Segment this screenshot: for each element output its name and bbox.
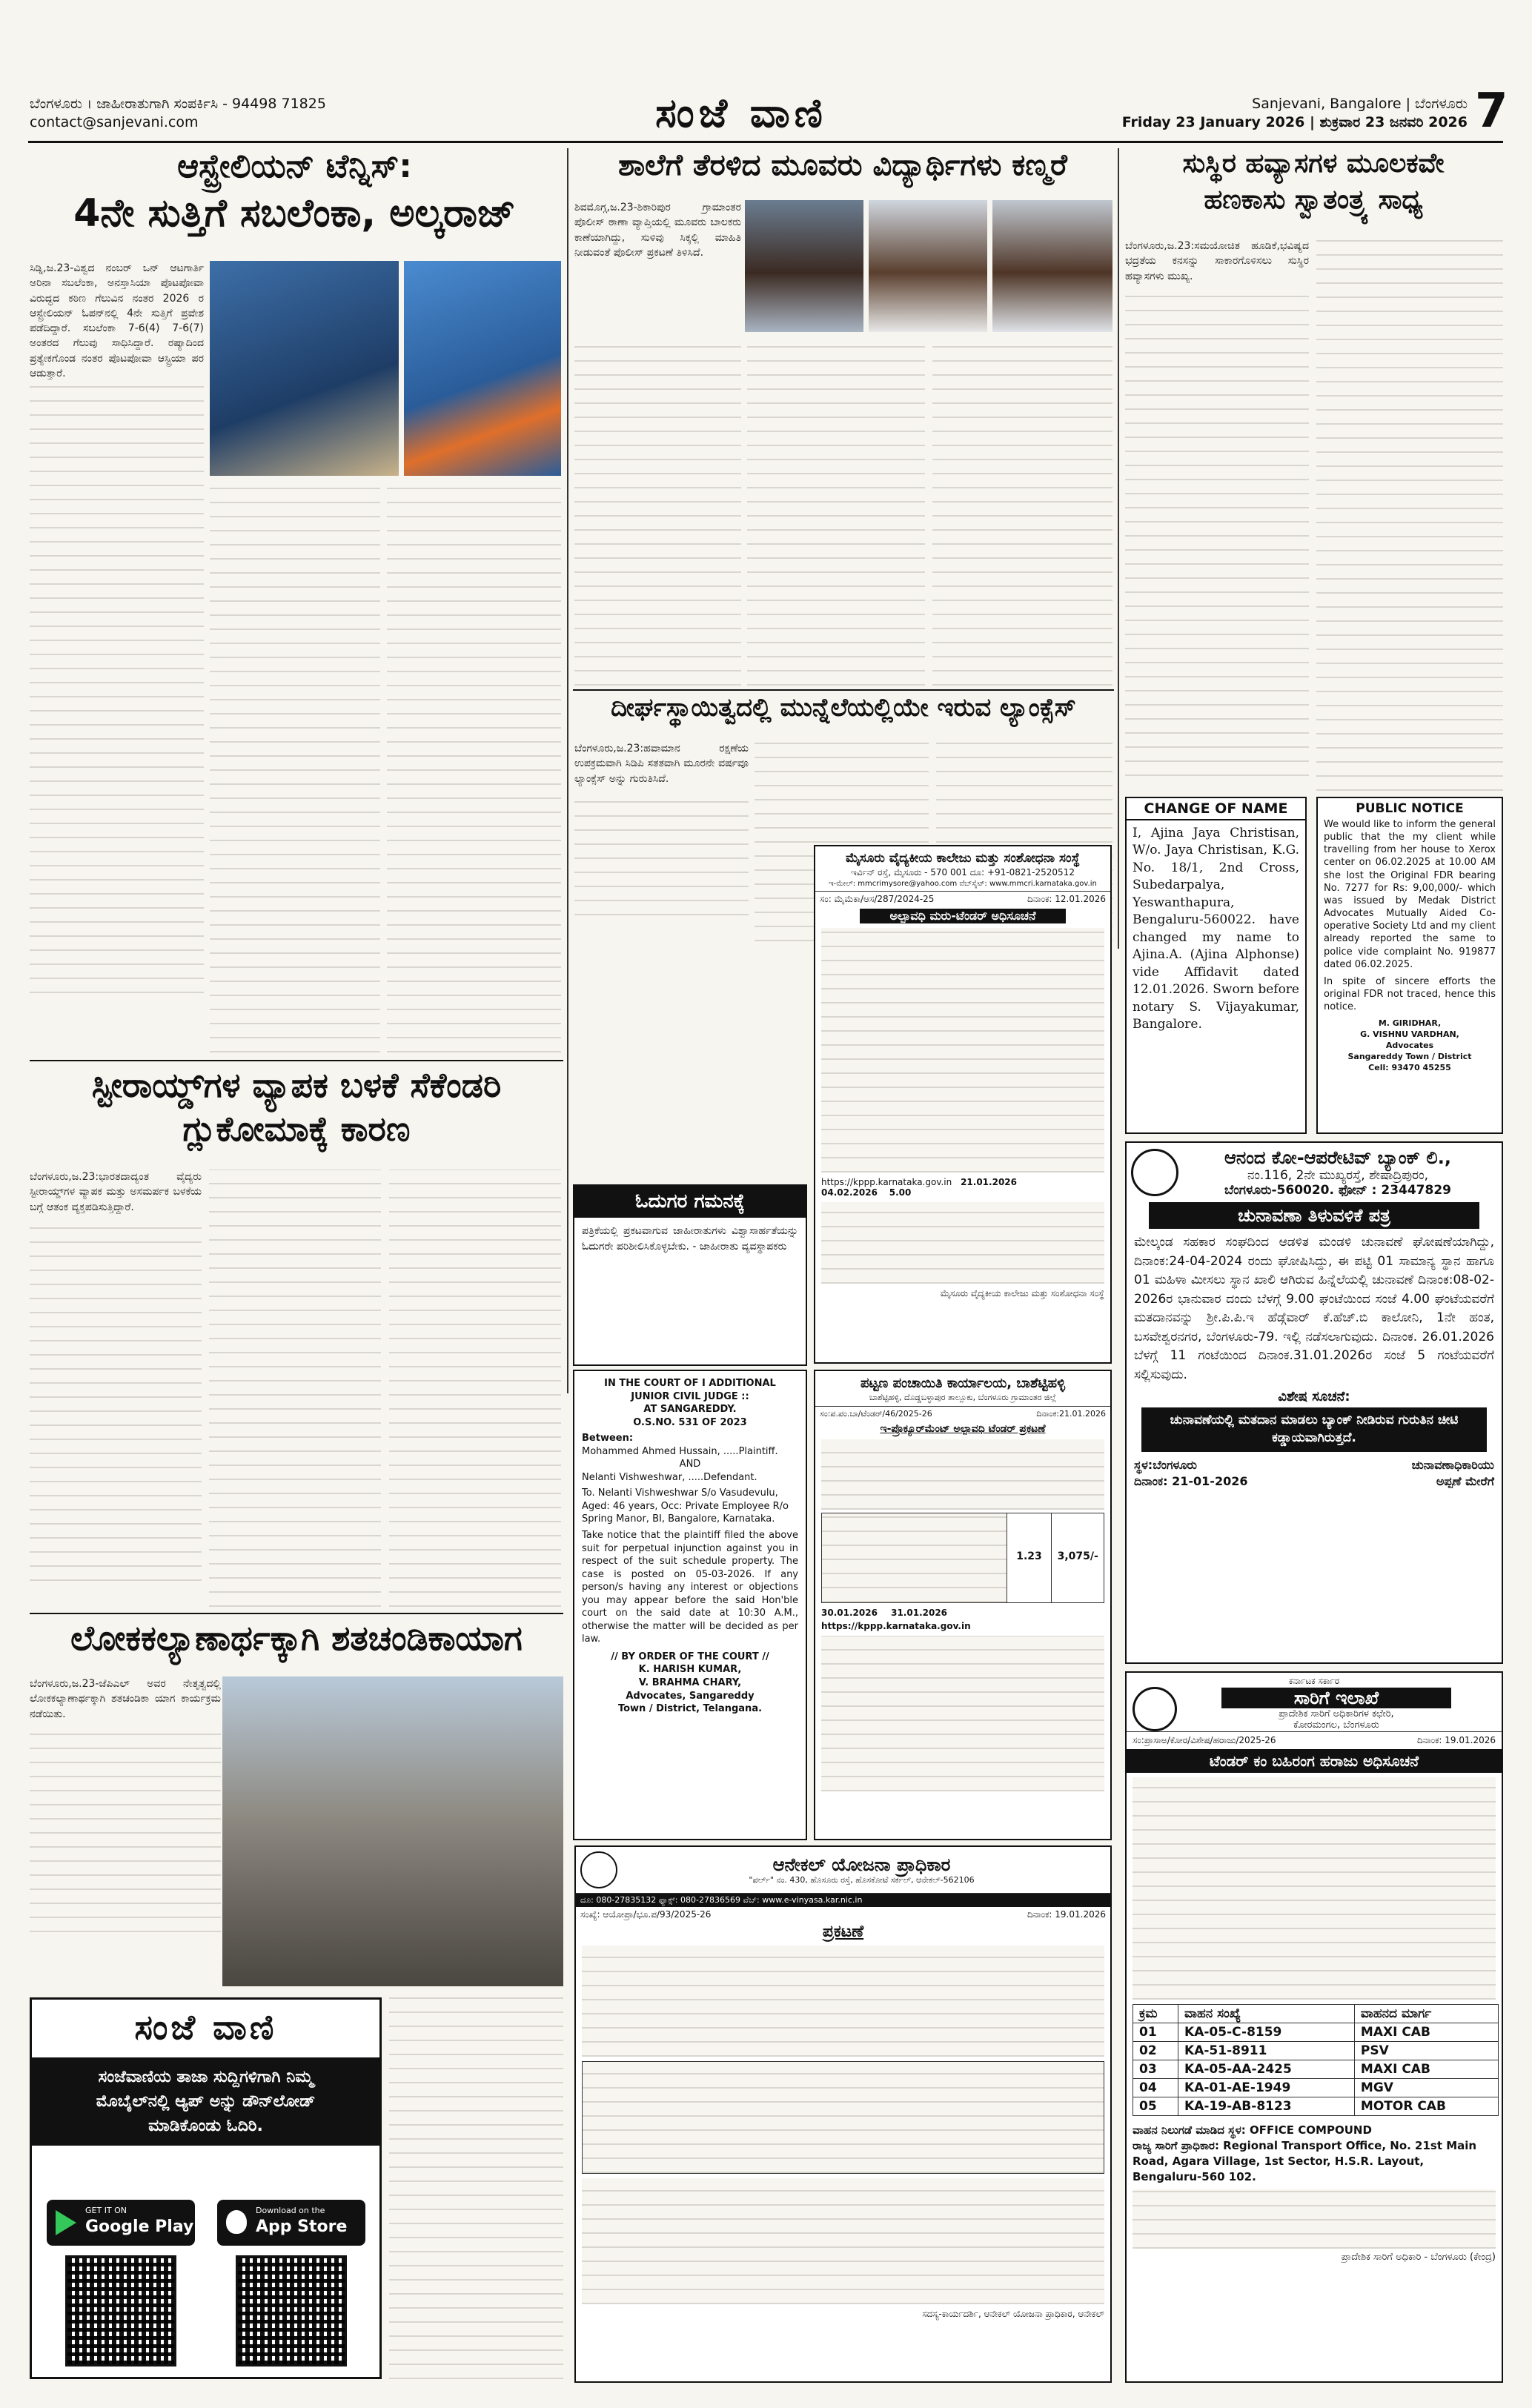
finance-body-col2 [1316, 239, 1503, 791]
vehicle-type: MAXI CAB [1354, 2023, 1498, 2042]
google-play-icon [56, 2210, 76, 2235]
pn-body-2: In spite of sincere efforts the original FDR not traced, hence this notice. [1324, 975, 1496, 1013]
anekal-ref-row [576, 1907, 1110, 1923]
glaucoma-lead: ಬೆಂಗಳೂರು,ಜ.23:ಭಾರತದಾದ್ಯಂತ ವೈದ್ಯರು ಸ್ಟೀರಾಯ್ಡ್‌ಗಳ ವ್ಯಾಪಕ ಮತ್ತು ಅಸಮರ್ಪಕ ಬಳಕೆಯ ಬಗ್ಗೆ ಆತಂಕ ವ್ಯಕ್ತಪಡಿಸುತ್ತಿದ್ದಾರೆ. [30, 1171, 202, 1213]
finance-body-col1 [1125, 239, 1309, 791]
masthead-email[interactable]: contact@sanjevani.com [30, 114, 199, 130]
tennis-article-body [30, 261, 204, 1054]
google-play-small: GET IT ON [85, 2206, 127, 2215]
court-body: Take notice that the plaintiff filed the above suit for perpetual injunction against you in respect of the suit schedule property. The case is posted on 05-03-2026. If any person/s having any interest or objections you may appear before the said Hon'ble court on the said date at 10:30 A.M., otherwise the matter will be decided as per law. [582, 1530, 798, 1645]
pn-sign-3: Advocates [1385, 1041, 1434, 1051]
bank-heading: ಚುನಾವಣಾ ತಿಳುವಳಿಕೆ ಪತ್ರ [1149, 1202, 1479, 1229]
bank-title: ಆನಂದ ಕೋ-ಆಪರೇಟಿವ್ ಬ್ಯಾಂಕ್ ಲಿ., [1224, 1147, 1451, 1168]
glaucoma-body-col3 [389, 1170, 561, 1607]
tp-date-1: 30.01.2026 [821, 1608, 878, 1618]
vehicle-reg: KA-19-AB-8123 [1178, 2097, 1355, 2116]
karnataka-seal-icon [1133, 1687, 1177, 1731]
tp-subtitle: ಬಾಶೆಟ್ಟಿಹಳ್ಳಿ, ದೊಡ್ಡಬಳ್ಳಾಪುರ ತಾಲ್ಲೂಕು, ಬೆಂಗಳೂರು ಗ್ರಾಮಾಂತರ ಜಿಲ್ಲೆ [815, 1391, 1110, 1407]
tp-body-text [821, 1439, 1104, 1510]
vehicle-header-type: ವಾಹನದ ಮಾರ್ಗ [1354, 2005, 1498, 2023]
pn-sign-4: Sangareddy Town / District [1347, 1051, 1472, 1061]
anekal-body-text-2 [582, 2178, 1104, 2304]
anekal-land-table [582, 2061, 1104, 2174]
app-store-qr-code [236, 2255, 347, 2366]
table-row [1133, 2079, 1499, 2097]
vehicle-no: 01 [1133, 2023, 1178, 2042]
tennis-body-col3 [387, 482, 561, 1052]
transport-body-text-2 [1133, 2189, 1496, 2249]
finance-lead: ಬೆಂಗಳೂರು,ಜ.23:ಸಮಯೋಚಿತ ಹೂಡಿಕೆ,ಭವಿಷ್ಯದ ಭದ್ರತೆಯ ಕನಸನ್ನು ಸಾಕಾರಗೊಳಿಸಲು ಸುಸ್ಥಿರ ಹವ್ಯಾಸಗಳು ಮುಖ್ಯ. [1125, 240, 1309, 282]
mmc-title: ಮೈಸೂರು ವೈದ್ಯಕೀಯ ಕಾಲೇಜು ಮತ್ತು ಸಂಶೋಧನಾ ಸಂಸ್ಥೆ [845, 851, 1081, 866]
student-photo-2 [869, 200, 987, 332]
app-ad-line-1: ಸಂಜೆವಾಣಿಯ ತಾಜಾ ಸುದ್ದಿಗಳಿಗಾಗಿ ನಿಮ್ಮ [98, 2068, 314, 2086]
glaucoma-body-text [30, 1218, 202, 1581]
table-row [1133, 2023, 1499, 2042]
tp-ref-row [815, 1407, 1110, 1422]
tp-work-desc [822, 1513, 1007, 1602]
masthead-publication: Sanjevani, Bangalore | ಬೆಂಗಳೂರು [1252, 96, 1468, 112]
pn-body: We would like to inform the general public that the my client while travelling from her house to Xerox center on 06.02.2025 at 10.00 AM she lost the Original FDR bearing No. 7277 for Rs: 9,00,000/- which was issued by Medak District Advocates Mutually Aided Co-operative Society Ltd and my client already reported the same to police vide complaint No. 919877 dated 06.02.2025. [1324, 819, 1496, 970]
tennis-lead: ಸಿಡ್ನಿ,ಜ.23-ವಿಶ್ವದ ನಂಬರ್ ಒನ್ ಆಟಗಾರ್ತಿ ಅರಿನಾ ಸಬಲೆಂಕಾ, ಅನಸ್ತಾಸಿಯಾ ಪೊಟಪೋವಾ ವಿರುದ್ಧದ ಕಠಿಣ ಗೆಲುವಿನ ನಂತರ 2026 ರ ಆಸ್ಟ್ರೇಲಿಯನ್ ಓಪನ್‌ನಲ್ಲಿ 4ನೇ ಸುತ್ತಿಗೆ ಪ್ರವೇಶ ಪಡೆದಿದ್ದಾರೆ. ಸಬಲೆಂಕಾ 7-6(4) 7-6(7) ಅಂತರದ ಗೆಲುವು ಸಾಧಿಸಿದ್ದಾರೆ. ರಷ್ಯಾದಿಂದ ಪ್ರತ್ಯೇಕಗೊಂಡ ನಂತರ ಪೊಟಪೋವಾ ಆಸ್ಟ್ರಿಯಾ ಪರ ಆಡುತ್ತಾರೆ. [30, 262, 204, 380]
app-store-label: App Store [256, 2218, 348, 2236]
google-play-qr-code [65, 2255, 176, 2366]
court-case-no: O.S.NO. 531 OF 2023 [633, 1416, 747, 1428]
vehicle-table-header [1133, 2005, 1499, 2023]
rule [573, 689, 1114, 691]
bank-sign-1: ಚುನಾವಣಾಧಿಕಾರಿಯು [1411, 1457, 1494, 1472]
vehicle-no: 04 [1133, 2079, 1178, 2097]
court-sign-2: V. BRAHMA CHARY, [638, 1677, 742, 1689]
court-sign-4: Town / District, Telangana. [617, 1703, 763, 1715]
bank-special-title: ವಿಶೇಷ ಸೂಚನೆ: [1278, 1389, 1350, 1404]
pn-sign-1: M. GIRIDHAR, [1378, 1018, 1442, 1029]
lanxess-headline: ದೀರ್ಘಸ್ಥಾಯಿತ್ವದಲ್ಲಿ ಮುನ್ನೆಲೆಯಲ್ಲಿಯೇ ಇರುವ ಲ್ಯಾಂಕ್ಸೆಸ್ [611, 694, 1076, 723]
column-divider [1118, 148, 1119, 949]
students-lead-block [574, 200, 741, 334]
masthead-logo [534, 87, 949, 139]
transport-gov: ಕರ್ನಾಟಕ ಸರ್ಕಾರ [1288, 1676, 1340, 1686]
transport-heading: ಟೆಂಡರ್ ಕಂ ಬಹಿರಂಗ ಹರಾಜು ಅಧಿಸೂಚನೆ [1127, 1749, 1502, 1773]
vehicle-type: MAXI CAB [1354, 2060, 1498, 2079]
mmc-amount: 5.00 [889, 1187, 912, 1198]
tp-amount: 1.23 [1007, 1513, 1052, 1602]
glaucoma-article-header [30, 1066, 563, 1164]
masthead-rule [28, 141, 1503, 143]
vehicle-reg: KA-51-8911 [1178, 2042, 1355, 2060]
town-panchayat-tender-ad [814, 1370, 1112, 1840]
bank-place: ಸ್ಥಳ:ಬೆಂಗಳೂರು [1134, 1457, 1197, 1472]
tennis-body-col2 [210, 482, 380, 1052]
bank-special-note: ಚುನಾವಣೆಯಲ್ಲಿ ಮತದಾನ ಮಾಡಲು ಬ್ಯಾಂಕ್ ನೀಡಿರುವ ಗುರುತಿನ ಚೀಟಿ ಕಡ್ಡಾಯವಾಗಿರುತ್ತದೆ. [1141, 1407, 1487, 1452]
app-store-small: Download on the [256, 2206, 325, 2215]
tennis-headline-1: ಆಸ್ಟ್ರೇಲಿಯನ್ ಟೆನ್ನಿಸ್: [177, 148, 412, 185]
app-ad-line-2: ಮೊಬೈಲ್‌ನಲ್ಲಿ ಆ್ಯಪ್ ಅನ್ನು ಡೌನ್‌ಲೋಡ್ [96, 2092, 316, 2111]
vehicle-type: MOTOR CAB [1354, 2097, 1498, 2116]
con-title: CHANGE OF NAME [1127, 798, 1305, 820]
anekal-contact: ದೂ: 080-27835132 ಫ್ಯಾಕ್ಸ್: 080-27836569 ವೆಬ್: www.e-vinyasa.kar.nic.in [576, 1894, 1110, 1907]
bank-sign-2: ಅಪ್ಪಣೆ ಮೇರೆಗೆ [1436, 1473, 1494, 1488]
vehicle-no: 02 [1133, 2042, 1178, 2060]
yaga-body-col1 [30, 1676, 221, 1951]
anekal-planning-ad [574, 1845, 1112, 2383]
vehicle-reg: KA-05-AA-2425 [1178, 2060, 1355, 2079]
transport-sign: ಪ್ರಾದೇಶಿಕ ಸಾರಿಗೆ ಅಧಿಕಾರಿ - ಬೆಂಗಳೂರು (ಕೇಂದ್ರ) [1341, 2252, 1496, 2263]
mmc-last-date: 21.01.2026 [961, 1177, 1017, 1187]
table-row [1133, 2097, 1499, 2116]
yaga-headline: ಲೋಕಕಲ್ಯಾಣಾರ್ಥಕ್ಕಾಗಿ ಶತಚಂಡಿಕಾಯಾಗ [70, 1619, 523, 1658]
app-ad-logo: ಸಂಜೆ ವಾಣಿ [134, 2007, 277, 2047]
lanxess-lead: ಬೆಂಗಳೂರು,ಜ.23:ಹವಾಮಾನ ರಕ್ಷಣೆಯ ಉಪಕ್ರಮವಾಗಿ ಸಿಡಿಪಿ ಸತತವಾಗಿ ಮೂರನೇ ವರ್ಷವೂ ಲ್ಯಾಂಕ್ಸೆಸ್ ಅನ್ನು ಗುರುತಿಸಿದೆ. [574, 743, 749, 785]
yaga-lead: ಬೆಂಗಳೂರು,ಜ.23-ಜೆಪಿಎಲ್ ಅವರ ನೇತೃತ್ವದಲ್ಲಿ ಲೋಕಕಲ್ಯಾಣಾರ್ಥಕ್ಕಾಗಿ ಶತಚಂಡಿಕಾ ಯಾಗ ಕಾರ್ಯಕ್ರಮ ನಡೆಯಿತು. [30, 1678, 221, 1720]
vehicle-no: 03 [1133, 2060, 1178, 2079]
tennis-article-header [30, 148, 560, 256]
transport-date: ದಿನಾಂಕ: 19.01.2026 [1417, 1735, 1496, 1745]
students-body-col3 [932, 337, 1112, 686]
court-and: AND [679, 1459, 701, 1470]
glaucoma-headline-2: ಗ್ಲುಕೋಮಾಕ್ಕೆ ಕಾರಣ [182, 1108, 411, 1149]
finance-body-text [1125, 287, 1309, 776]
transport-sub-2: ಕೋರಮಂಗಲ, ಬೆಂಗಳೂರು [1293, 1719, 1379, 1731]
tp-heading: ಇ-ಪ್ರೊಕ್ಯೂರ್‌ಮೆಂಟ್ ಅಲ್ಪಾವಧಿ ಟೆಂಡರ್ ಪ್ರಕಟಣೆ [880, 1423, 1046, 1435]
google-play-label: Google Play [85, 2218, 194, 2236]
tp-title: ಪಟ್ಟಣ ಪಂಚಾಯಿತಿ ಕಾರ್ಯಾಲಯ, ಬಾಶೆಟ್ಟಿಹಳ್ಳಿ [860, 1376, 1066, 1391]
vehicle-type: PSV [1354, 2042, 1498, 2060]
pn-sign-2: G. VISHNU VARDHAN, [1360, 1029, 1459, 1040]
bank-city: ಬೆಂಗಳೂರು-560020. ಫೋನ್ : 23447829 [1224, 1183, 1451, 1198]
transport-auction-ad [1125, 1671, 1503, 2383]
court-sign-1: K. HARISH KUMAR, [638, 1664, 742, 1676]
vehicle-reg: KA-01-AE-1949 [1178, 2079, 1355, 2097]
yaga-body-col3 [389, 1994, 563, 2379]
mmc-ref-row [815, 892, 1110, 907]
anekal-address: "ಪರ್ಲ್" ನಂ. 430, ಹೊಸೂರು ರಸ್ತೆ, ಹೊಸಕೋಟೆ ಸರ್ಕಲ್, ಆನೇಕಲ್-562106 [749, 1875, 975, 1885]
tp-site[interactable]: https://kppp.karnataka.gov.in [821, 1621, 971, 1631]
mmc-ref: ಸಂ: ಮೈಮೆಕಾ/ಆಸ/287/2024-25 [820, 894, 935, 904]
transport-ref: ಸಂ:ಪ್ರಾಸಾಅ/ಕೋರ/ವಿಶೇಷ/ಹರಾಜು/2025-26 [1133, 1735, 1276, 1745]
finance-headline-2: ಹಣಕಾಸು ಸ್ವಾತಂತ್ರ್ಯ ಸಾಧ್ಯ [1204, 185, 1423, 216]
vehicle-table [1133, 2004, 1499, 2116]
vehicle-type: MGV [1354, 2079, 1498, 2097]
yaga-body-text [30, 1725, 221, 1932]
page-number: 7 [1475, 84, 1508, 139]
court-notice-ad [573, 1370, 807, 1840]
tennis-headline-2: 4ನೇ ಸುತ್ತಿಗೆ ಸಬಲೆಂಕಾ, ಅಲ್ಕರಾಜ್ [73, 190, 516, 236]
tp-dates-row [815, 1606, 1110, 1619]
transport-body-text [1133, 1777, 1496, 2000]
masthead-logo-text: ಸಂಜೆ ವಾಣಿ [655, 90, 827, 136]
finance-article-header [1124, 148, 1503, 233]
bank-date: ದಿನಾಂಕ: 21-01-2026 [1134, 1473, 1248, 1488]
bank-address: ನಂ.116, 2ನೇ ಮುಖ್ಯರಸ್ತೆ, ಶೇಷಾದ್ರಿಪುರಂ, [1247, 1168, 1429, 1183]
tennis-photo-alcaraz [210, 261, 399, 476]
transport-address: ರಾಜ್ಯ ಸಾರಿಗೆ ಪ್ರಾಧಿಕಾರ: Regional Transport Office, No. 21st Main Road, Agara Village, 1st Sector, H.S.R. Layout, Bengaluru-560 102. [1133, 2139, 1477, 2183]
app-ad-text [32, 2057, 379, 2146]
mysore-medical-tender-ad [814, 845, 1112, 1364]
tp-emd: 3,075/- [1057, 1550, 1098, 1562]
court-between: Between: [582, 1433, 634, 1445]
apple-icon [226, 2210, 247, 2234]
app-download-ad [30, 1997, 382, 2379]
students-lead: ಶಿವಮೊಗ್ಗ,ಜ.23-ಶಿಕಾರಿಪುರ ಗ್ರಾಮಾಂತರ ಪೊಲೀಸ್ ಠಾಣಾ ವ್ಯಾಪ್ತಿಯಲ್ಲಿ ಮೂವರು ಬಾಲಕರು ಕಾಣೆಯಾಗಿದ್ದು, ಸುಳಿವು ಸಿಕ್ಕಲ್ಲಿ ಮಾಹಿತಿ ನೀಡುವಂತೆ ಪೊಲೀಸ್ ಪ್ರಕಟಣೆ ತಿಳಿಸಿದೆ. [574, 202, 741, 259]
court-sign-3: Advocates, Sangareddy [626, 1690, 755, 1702]
anekal-footer: ಸದಸ್ಯ-ಕಾರ್ಯದರ್ಶಿ, ಆನೇಕಲ್ ಯೋಜನಾ ಪ್ರಾಧಿಕಾರ, ಆನೇಕಲ್ [922, 2309, 1104, 2319]
glaucoma-body-col2 [209, 1170, 381, 1607]
mmc-signer: ಮೈಸೂರು ವೈದ್ಯಕೀಯ ಕಾಲೇಜು ಮತ್ತು ಸಂಶೋಧನಾ ಸಂಸ್ಥೆ [940, 1288, 1104, 1298]
anekal-ref: ಸಂಖ್ಯೆ: ಆಯೋಪ್ರಾ/ಭೂ.ಪ/93/2025-26 [580, 1909, 712, 1920]
rule [30, 1060, 563, 1061]
app-ad-line-3: ಮಾಡಿಕೊಂಡು ಓದಿರಿ. [148, 2117, 263, 2135]
finance-headline-1: ಸುಸ್ಥಿರ ಹವ್ಯಾಸಗಳ ಮೂಲಕವೇ [1182, 148, 1445, 179]
anekal-date: ದಿನಾಂಕ: 19.01.2026 [1027, 1909, 1106, 1920]
students-body-col1 [574, 337, 741, 686]
google-play-button[interactable] [47, 2200, 195, 2246]
lanxess-body-col1 [574, 741, 749, 941]
masthead-right [1112, 95, 1468, 132]
students-headline: ಶಾಲೆಗೆ ತೆರಳಿದ ಮೂವರು ವಿದ್ಯಾರ್ಥಿಗಳು ಕಣ್ಮರೆ [618, 148, 1067, 182]
tennis-body-text [30, 385, 204, 993]
mmc-email: ಇ-ಮೇಲ್: mmcrimysore@yahoo.com ವೆಬ್‌ಸೈಟ್: www.mmcri.karnataka.gov.in [815, 880, 1110, 892]
anekal-heading: ಪ್ರಕಟಣೆ [822, 1923, 864, 1941]
vehicle-header-reg: ವಾಹನ ಸಂಖ್ಯೆ [1178, 2005, 1355, 2023]
transport-title: ಸಾರಿಗೆ ಇಲಾಖೆ [1221, 1688, 1451, 1708]
masthead-left [30, 95, 415, 132]
mmc-site[interactable]: https://kppp.karnataka.gov.in [821, 1177, 952, 1187]
anekal-title: ಆನೇಕಲ್ ಯೋಜನಾ ಪ್ರಾಧಿಕಾರ [772, 1854, 951, 1875]
mmc-open-date: 04.02.2026 [821, 1187, 878, 1198]
vehicle-no: 05 [1133, 2097, 1178, 2116]
glaucoma-headline-1: ಸ್ಟೀರಾಯ್ಡ್‌ಗಳ ವ್ಯಾಪಕ ಬಳಕೆ ಸೆಕೆಂಡರಿ [91, 1066, 502, 1105]
court-title-3: AT SANGAREDDY. [643, 1404, 737, 1416]
students-article-header [573, 148, 1112, 193]
table-row [1133, 2042, 1499, 2060]
student-photo-3 [992, 200, 1112, 332]
students-body-col2 [747, 337, 925, 686]
court-party-1: Mohammed Ahmed Hussain, .....Plaintiff. [582, 1445, 778, 1457]
mmc-open-row [815, 1187, 1110, 1198]
pn-sign-5: Cell: 93470 45255 [1368, 1062, 1451, 1072]
mmc-date: ದಿನಾಂಕ: 12.01.2026 [1027, 894, 1106, 904]
yaga-photo-elephant [222, 1676, 563, 1986]
public-notice-ad [1316, 797, 1503, 1134]
readers-notice-title: ಓದುಗರ ಗಮನಕ್ಕೆ [574, 1186, 806, 1218]
court-title-2: JUNIOR CIVIL JUDGE :: [631, 1390, 749, 1402]
mmc-body-text [821, 928, 1104, 1173]
bank-body: ಮೇಲ್ಕಂಡ ಸಹಕಾರ ಸಂಘದಿಂದ ಆಡಳಿತ ಮಂಡಳಿ ಚುನಾವಣೆ ಘೋಷಣೆಯಾಗಿದ್ದು, ದಿನಾಂಕ:24-04-2024 ರಂದು ಘೋಷಿಸಿದ್ದು, ಈ ಪಟ್ಟಿ 01 ಸಾಮಾನ್ಯ ಸ್ಥಾನ ಹಾಗೂ 01 ಮಹಿಳಾ ಮೀಸಲು ಸ್ಥಾನ ಖಾಲಿ ಆಗಿರುವ ಹಿನ್ನೆಲೆಯಲ್ಲಿ ಚುನಾವಣೆ ದಿನಾಂಕ:08-02-2026ರ ಭಾನುವಾರ ದಂದು ಬೆಳಗ್ಗೆ 9.00 ಘಂಟೆಯಿಂದ ಸಂಜೆ 4.00 ಘಂಟೆಯವರೆಗೆ ಮತದಾನವನ್ನು ಶ್ರೀ.ಪಿ.ಪಿ.ಇ ಹೆಡ್ಗೆವಾರ್ ಕೆ.ಹೆಚ್.ಬಿ ಕಾಲೋನಿ, 1ನೇ ಹಂತ, ಬಸವೇಶ್ವರನಗರ, ಬೆಂಗಳೂರು-79. ಇಲ್ಲಿ ನಡೆಸಲಾಗುವುದು. ದಿನಾಂಕ. 26.01.2026 ಬೆಳಗ್ಗೆ 11 ಗಂಟೆಯಿಂದ ದಿನಾಂಕ.31.01.2026ರ ಸಂಜೆ 5 ಗಂಟೆಯವರೆಗೆ ಸಲ್ಲಿಸುವುದು. [1134, 1235, 1494, 1382]
glaucoma-body-col1 [30, 1170, 202, 1607]
masthead-date: Friday 23 January 2026 | ಶುಕ್ರವಾರ 23 ಜನವರಿ 2026 [1121, 114, 1468, 130]
tp-ref: ಸಂ:ಪ.ಪಂ.ಬಾ/ಟೆಂಡರ್/46/2025-26 [820, 1409, 932, 1419]
karnataka-emblem-icon [580, 1851, 617, 1888]
vehicle-header-no: ಕ್ರಮ [1133, 2005, 1178, 2023]
pn-title: PUBLIC NOTICE [1356, 801, 1464, 816]
transport-ref-row [1127, 1731, 1502, 1749]
court-party-2: Nelanti Vishweshwar, .....Defendant. [582, 1471, 757, 1483]
tp-body-text-2 [821, 1636, 1104, 1791]
column-divider [567, 148, 568, 1393]
vehicle-reg: KA-05-C-8159 [1178, 2023, 1355, 2042]
court-order: // BY ORDER OF THE COURT // [611, 1651, 769, 1662]
app-store-button[interactable] [217, 2200, 365, 2246]
transport-sub-1: ಪ್ರಾದೇಶಿಕ ಸಾರಿಗೆ ಅಧಿಕಾರಿಗಳ ಕಛೇರಿ, [1279, 1708, 1394, 1719]
lanxess-article-header [573, 694, 1114, 735]
change-of-name-ad [1125, 797, 1307, 1134]
student-photo-1 [745, 200, 863, 332]
tp-works-table [821, 1513, 1104, 1603]
lanxess-body-text [574, 789, 749, 915]
tp-date-2: 31.01.2026 [891, 1608, 948, 1618]
yaga-article-header [30, 1619, 563, 1671]
rule [30, 1613, 563, 1614]
table-row [1133, 2060, 1499, 2079]
court-title-1: IN THE COURT OF I ADDITIONAL [604, 1378, 776, 1389]
transport-office: ವಾಹನ ನಿಲುಗಡೆ ಮಾಡಿದ ಸ್ಥಳ: OFFICE COMPOUND [1133, 2123, 1372, 2137]
tp-date: ದಿನಾಂಕ:21.01.2026 [1036, 1409, 1106, 1419]
mmc-body-text-2 [821, 1202, 1104, 1284]
readers-notice-box [573, 1184, 807, 1366]
anekal-body-text [582, 1946, 1104, 2057]
con-body: I, Ajina Jaya Christisan, W/o. Jaya Christisan, K.G. No. 18/1, 2nd Cross, Subedarpalya, Yeswanthapura, Bengaluru-560022. have changed my name to Ajina.A. (Ajina Alphonse) vide Affidavit dated 12.01.2026. Sworn before notary S. Vijayakumar, Bangalore. [1133, 826, 1299, 1032]
readers-notice-body: ಪತ್ರಿಕೆಯಲ್ಲಿ ಪ್ರಕಟವಾಗುವ ಜಾಹೀರಾತುಗಳು ವಿಶ್ವಾಸಾರ್ಹತೆಯನ್ನು ಓದುಗರೇ ಪರಿಶೀಲಿಸಿಕೊಳ್ಳಬೇಕು. - ಜಾಹೀರಾತು ವ್ಯವಸ್ಥಾಪಕರು [582, 1225, 798, 1253]
masthead-contact-line: ಬೆಂಗಳೂರು । ಜಾಹೀರಾತುಗಾಗಿ ಸಂಪರ್ಕಿಸಿ - 94498 71825 [30, 96, 326, 112]
mmc-heading: ಅಲ್ಪಾವಧಿ ಮರು-ಟೆಂಡರ್ ಅಧಿಸೂಚನೆ [860, 909, 1066, 923]
bank-logo-icon [1131, 1149, 1178, 1196]
mmc-site-row [815, 1177, 1110, 1187]
tennis-photo-sabalenka [404, 261, 561, 476]
mmc-address: ಇರ್ವಿನ್ ರಸ್ತೆ, ಮೈಸೂರು - 570 001 ದೂ: +91-0821-2520512 [851, 867, 1075, 878]
coop-bank-election-ad [1125, 1141, 1503, 1664]
court-to: To. Nelanti Vishweshwar S/o Vasudevulu, Aged: 46 years, Occ: Private Employee R/o Spring Manor, BI, Bangalore, Karnataka. [582, 1487, 789, 1525]
